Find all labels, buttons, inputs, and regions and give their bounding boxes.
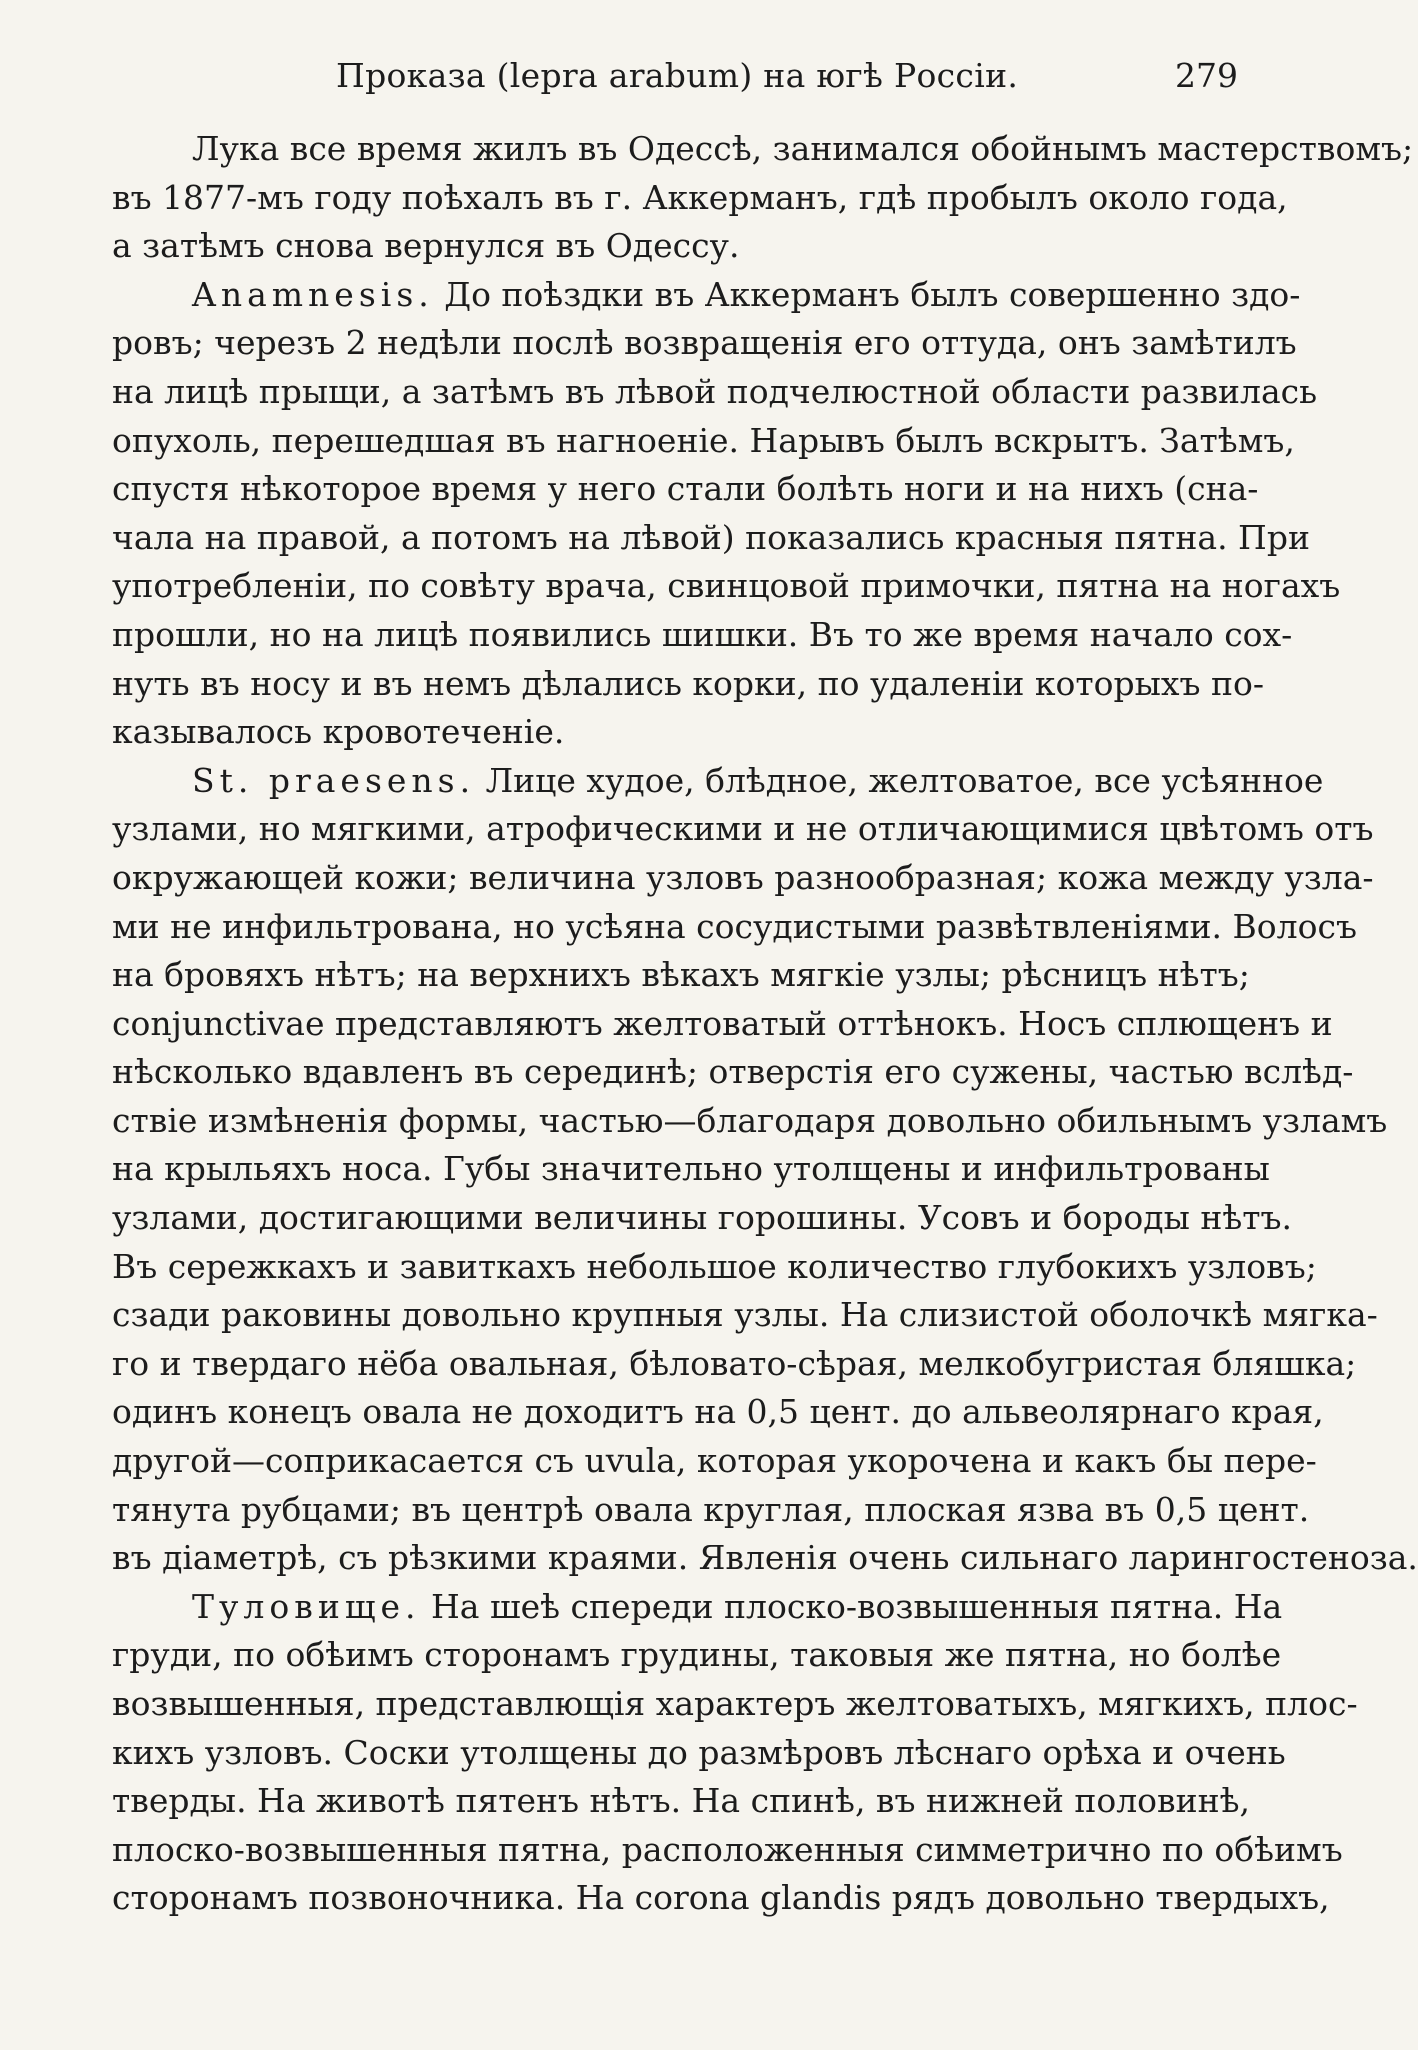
text-line: чала на правой, а потомъ на лѣвой) показались красныя пятна. При	[112, 517, 1310, 557]
text-line: Лука все время жилъ въ Одессѣ, занимался обойнымъ мастерствомъ;	[192, 129, 1414, 168]
text-line: употребленіи, по совѣту врача, свинцовой примочки, пятна на ногахъ	[112, 566, 1341, 606]
text-line: нѣсколько вдавленъ въ серединѣ; отверстія его сужены, частью вслѣд-	[112, 1052, 1354, 1092]
text-line	[112, 757, 1324, 806]
text-line: узлами, достигающими величины горошины. Усовъ и бороды нѣтъ.	[112, 1198, 1293, 1238]
text-line: Въ сережкахъ и завиткахъ небольшое количество глубокихъ узловъ;	[112, 1246, 1317, 1286]
text-line: опухоль, перешедшая въ нагноеніе. Нарывъ былъ вскрытъ. Затѣмъ,	[112, 420, 1295, 460]
text-line: прошли, но на лицѣ появились шишки. Въ то же время начало сох-	[112, 614, 1293, 654]
section-lead: St. praesens.	[192, 760, 476, 800]
text-line: тверды. На животѣ пятенъ нѣтъ. На спинѣ, въ нижней половинѣ,	[112, 1781, 1251, 1821]
text-line: спустя нѣкоторое время у него стали болѣть ноги и на нихъ (сна-	[112, 469, 1259, 509]
text-line	[112, 271, 1301, 320]
text-line: ми не инфильтрована, но усѣяна сосудистыми развѣтвленіями. Волосъ	[112, 906, 1357, 946]
text-line: въ 1877-мъ году поѣхалъ въ г. Аккерманъ, гдѣ пробылъ около года,	[112, 177, 1288, 217]
line-text: На шеѣ спереди плоско-возвышенныя пятна. На	[420, 1586, 1283, 1626]
text-line: кихъ узловъ. Соски утолщены до размѣровъ лѣснаго орѣха и очень	[112, 1732, 1286, 1772]
text-line: нуть въ носу и въ немъ дѣлались корки, по удаленіи которыхъ по-	[112, 663, 1265, 703]
text-line: ровъ; черезъ 2 недѣли послѣ возвращенія его оттуда, онъ замѣтилъ	[112, 323, 1297, 363]
text-line: на лицѣ прыщи, а затѣмъ въ лѣвой подчелюстной области развилась	[112, 371, 1318, 411]
running-title: Проказа (lepra arabum) на югѣ Россіи.	[336, 56, 1019, 95]
text-line: другой—соприкасается съ uvula, которая укорочена и какъ бы пере-	[112, 1441, 1317, 1481]
section-lead: Anamnesis.	[192, 274, 434, 314]
text-line: узлами, но мягкими, атрофическими и не отличающимися цвѣтомъ отъ	[112, 809, 1374, 849]
page-number: 279	[1175, 56, 1238, 95]
text-line: на бровяхъ нѣтъ; на верхнихъ вѣкахъ мягкіе узлы; рѣсницъ нѣтъ;	[112, 955, 1250, 995]
text-line	[112, 1583, 1283, 1632]
line-text: Лице худое, блѣдное, желтоватое, все усѣянное	[475, 760, 1324, 800]
section-lead: Туловище.	[192, 1586, 421, 1626]
text-line: сторонамъ позвоночника. На corona glandis рядъ довольно твердыхъ,	[112, 1878, 1330, 1918]
page-header	[0, 48, 1398, 108]
body-text	[112, 125, 1418, 1923]
text-line: сзади раковины довольно крупныя узлы. На слизистой оболочкѣ мягка-	[112, 1295, 1378, 1335]
text-line: на крыльяхъ носа. Губы значительно утолщены и инфильтрованы	[112, 1149, 1270, 1189]
text-line: а затѣмъ снова вернулся въ Одессу.	[112, 226, 740, 266]
text-line: conjunctivae представляютъ желтоватый оттѣнокъ. Носъ сплющенъ и	[112, 1003, 1333, 1043]
text-line: возвышенныя, представлющія характеръ желтоватыхъ, мягкихъ, плос-	[112, 1684, 1358, 1723]
text-line: тянута рубцами; въ центрѣ овала круглая, плоская язва въ 0,5 цент.	[112, 1489, 1310, 1529]
text-line: въ діаметрѣ, съ рѣзкими краями. Явленія очень сильнаго ларингостеноза.	[112, 1538, 1418, 1578]
text-line: плоско-возвышенныя пятна, расположенныя симметрично по обѣимъ	[112, 1829, 1343, 1869]
text-line: казывалось кровотеченіе.	[112, 712, 565, 752]
text-line: одинъ конецъ овала не доходитъ на 0,5 цент. до альвеолярнаго края,	[112, 1392, 1324, 1432]
text-line: груди, по обѣимъ сторонамъ грудины, таковыя же пятна, но болѣе	[112, 1635, 1282, 1675]
line-text: До поѣздки въ Аккерманъ былъ совершенно здо-	[433, 274, 1301, 314]
text-line: окружающей кожи; величина узловъ разнообразная; кожа между узла-	[112, 857, 1374, 897]
text-line: ствіе измѣненія формы, частью—благодаря довольно обильнымъ узламъ	[112, 1100, 1388, 1140]
text-line: го и твердаго нёба овальная, бѣловато-сѣрая, мелкобугристая бляшка;	[112, 1343, 1357, 1383]
